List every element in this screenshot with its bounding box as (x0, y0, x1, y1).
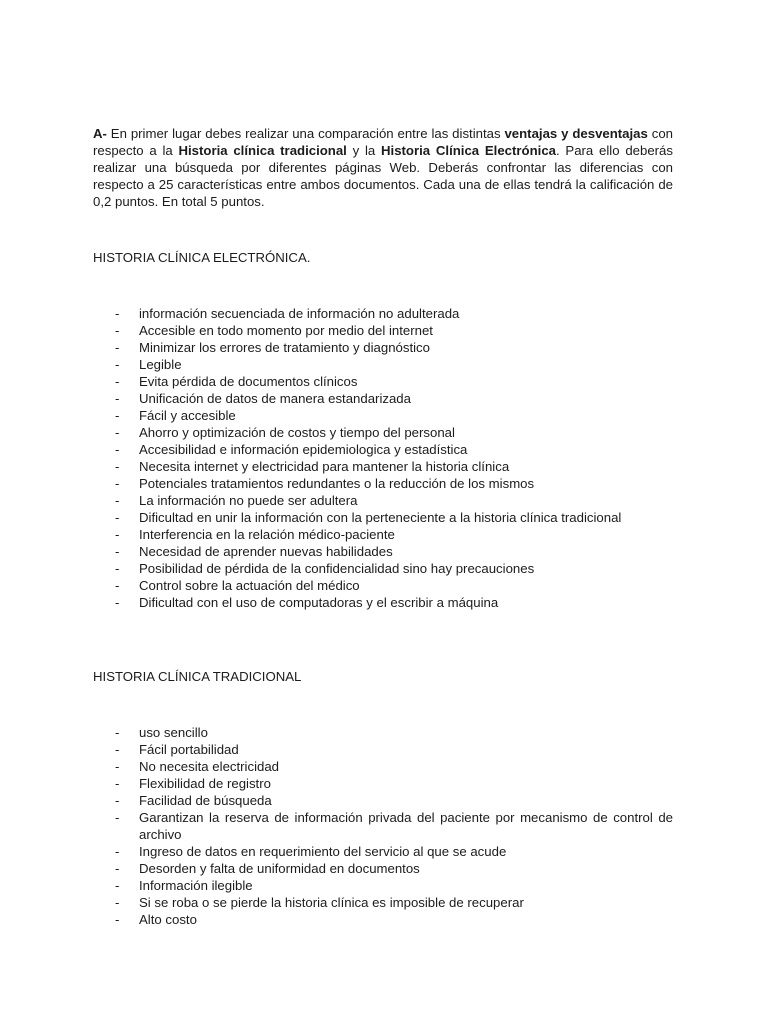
list-item (115, 911, 673, 928)
list-item-text: Minimizar los errores de tratamiento y diagnóstico (139, 340, 430, 355)
bullet-dash: - (115, 442, 120, 457)
intro-text-4: . Para ello deberás realizar una búsqueda por diferentes páginas Web. Deberás confrontar las diferencias con respecto a 25 características entre ambos documentos. Cada una de ellas tendrá la calificación de 0,2 puntos. En total 5 puntos. (93, 143, 673, 209)
list-item (115, 475, 673, 492)
instructions-paragraph (93, 125, 673, 210)
bullet-dash: - (115, 374, 120, 389)
bullet-dash: - (115, 323, 120, 338)
list-item-text: Fácil portabilidad (139, 742, 239, 757)
bullet-dash: - (115, 861, 120, 876)
bullet-dash: - (115, 878, 120, 893)
list-item-text: Si se roba o se pierde la historia clínica es imposible de recuperar (139, 895, 524, 910)
bullet-dash: - (115, 844, 120, 859)
list-item (115, 305, 673, 322)
list-item-text: Evita pérdida de documentos clínicos (139, 374, 358, 389)
traditional-list (115, 724, 673, 928)
list-item (115, 560, 673, 577)
electronic-heading: HISTORIA CLÍNICA ELECTRÓNICA. (93, 250, 311, 265)
list-item (115, 356, 673, 373)
list-item (115, 860, 673, 877)
bullet-dash: - (115, 544, 120, 559)
list-item-text: uso sencillo (139, 725, 208, 740)
list-item (115, 792, 673, 809)
list-item-text: La información no puede ser adultera (139, 493, 358, 508)
list-item (115, 843, 673, 860)
list-item-text: Dificultad con el uso de computadoras y el escribir a máquina (139, 595, 499, 610)
list-item (115, 458, 673, 475)
intro-text-3: y la (346, 143, 382, 158)
list-item-text: Accesibilidad e información epidemiologica y estadística (139, 442, 468, 457)
list-item (115, 322, 673, 339)
bullet-dash: - (115, 725, 120, 740)
list-item-text: Alto costo (139, 912, 197, 927)
list-item-text: Garantizan la reserva de información privada del paciente por mecanismo de control de archivo (139, 810, 673, 842)
list-item (115, 741, 673, 758)
bullet-dash: - (115, 759, 120, 774)
list-item (115, 509, 673, 526)
list-item-text: Ingreso de datos en requerimiento del servicio al que se acude (139, 844, 507, 859)
bullet-dash: - (115, 776, 120, 791)
bullet-dash: - (115, 408, 120, 423)
list-item (115, 407, 673, 424)
list-item (115, 724, 673, 741)
bullet-dash: - (115, 476, 120, 491)
bullet-dash: - (115, 578, 120, 593)
intro-bold-1: ventajas y desventajas (504, 126, 648, 141)
bullet-dash: - (115, 391, 120, 406)
bullet-dash: - (115, 340, 120, 355)
list-item-text: Información ilegible (139, 878, 253, 893)
bullet-dash: - (115, 527, 120, 542)
list-item (115, 339, 673, 356)
list-item (115, 809, 673, 843)
bullet-dash: - (115, 357, 120, 372)
traditional-heading: HISTORIA CLÍNICA TRADICIONAL (93, 669, 302, 684)
bullet-dash: - (115, 459, 120, 474)
bullet-dash: - (115, 895, 120, 910)
list-item-text: Facilidad de búsqueda (139, 793, 272, 808)
list-item (115, 758, 673, 775)
list-item-text: Dificultad en unir la información con la perteneciente a la historia clínica tradicional (139, 510, 622, 525)
list-item-text: Accesible en todo momento por medio del internet (139, 323, 433, 338)
list-item-text: No necesita electricidad (139, 759, 280, 774)
list-item-text: Desorden y falta de uniformidad en documentos (139, 861, 420, 876)
list-item-text: Unificación de datos de manera estandarizada (139, 391, 411, 406)
bullet-dash: - (115, 493, 120, 508)
list-item-text: Potenciales tratamientos redundantes o la reducción de los mismos (139, 476, 535, 491)
bullet-dash: - (115, 510, 120, 525)
list-item (115, 775, 673, 792)
list-item (115, 543, 673, 560)
intro-text-2: con respecto a la (93, 126, 674, 158)
list-item-text: Control sobre la actuación del médico (139, 578, 360, 593)
list-item-text: Necesidad de aprender nuevas habilidades (139, 544, 393, 559)
electronic-list (115, 305, 673, 611)
list-item (115, 390, 673, 407)
list-item (115, 441, 673, 458)
list-item (115, 424, 673, 441)
list-item (115, 526, 673, 543)
list-item-text: Ahorro y optimización de costos y tiempo del personal (139, 425, 455, 440)
bullet-dash: - (115, 793, 120, 808)
list-item (115, 594, 673, 611)
list-item (115, 877, 673, 894)
bullet-dash: - (115, 595, 120, 610)
section-label: A- (93, 126, 107, 141)
list-item-text: Interferencia en la relación médico-paciente (139, 527, 395, 542)
list-item-text: Legible (139, 357, 182, 372)
intro-text-1: En primer lugar debes realizar una comparación entre las distintas (106, 126, 505, 141)
list-item (115, 894, 673, 911)
list-item-text: Necesita internet y electricidad para mantener la historia clínica (139, 459, 510, 474)
list-item-text: información secuenciada de información no adulterada (139, 306, 460, 321)
list-item-text: Fácil y accesible (139, 408, 236, 423)
list-item-text: Flexibilidad de registro (139, 776, 271, 791)
bullet-dash: - (115, 306, 120, 321)
intro-bold-2: Historia clínica tradicional (178, 143, 347, 158)
bullet-dash: - (115, 561, 120, 576)
bullet-dash: - (115, 742, 120, 757)
bullet-dash: - (115, 810, 120, 825)
bullet-dash: - (115, 912, 120, 927)
list-item-text: Posibilidad de pérdida de la confidencialidad sino hay precauciones (139, 561, 535, 576)
list-item (115, 577, 673, 594)
list-item (115, 492, 673, 509)
bullet-dash: - (115, 425, 120, 440)
intro-bold-3: Historia Clínica Electrónica (381, 143, 556, 158)
list-item (115, 373, 673, 390)
